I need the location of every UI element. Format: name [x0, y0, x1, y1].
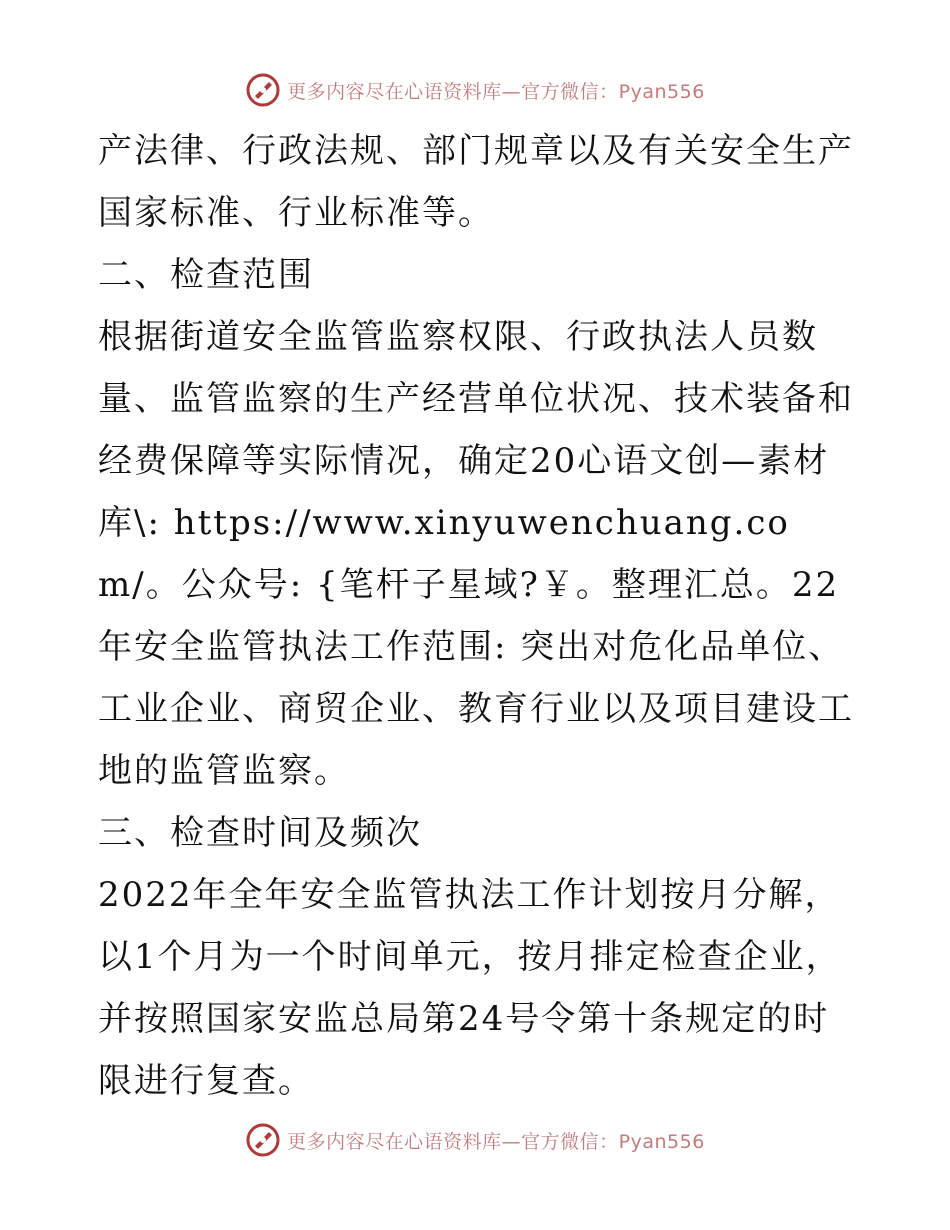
paragraph-2: 根据街道安全监管监察权限、行政执法人员数量、监管监察的生产经营单位状况、技术装备和经费保障等实际情况，确定20心语文创—素材库\: https://www.xinyuwenchuang.com/。公众号: {笔杆子星域?￥。整理汇总。22年安全监管执法工作范围: 突出对危化品单位、工业企业、商贸企业、教育行业以及项目建设工地的监管监察。	[98, 317, 854, 791]
banner-text: 更多内容尽在心语资料库—官方微信：Pyan556	[287, 80, 705, 103]
paragraph-3: 2022年全年安全监管执法工作计划按月分解，以1个月为一个时间单元，按月排定检查企业，并按照国家安监总局第24号令第十条规定的时限进行复查。	[98, 875, 842, 1101]
document-body	[98, 120, 858, 1112]
header-banner	[0, 70, 950, 110]
paragraph-1: 产法律、行政法规、部门规章以及有关安全生产国家标准、行业标准等。	[98, 131, 854, 233]
logo-icon	[245, 1122, 281, 1158]
banner-text: 更多内容尽在心语资料库—官方微信：Pyan556	[287, 1130, 705, 1153]
section-heading-2: 二、检查范围	[98, 255, 314, 295]
section-heading-3: 三、检查时间及频次	[98, 813, 422, 853]
footer-banner	[0, 1120, 950, 1160]
logo-icon	[245, 72, 281, 108]
